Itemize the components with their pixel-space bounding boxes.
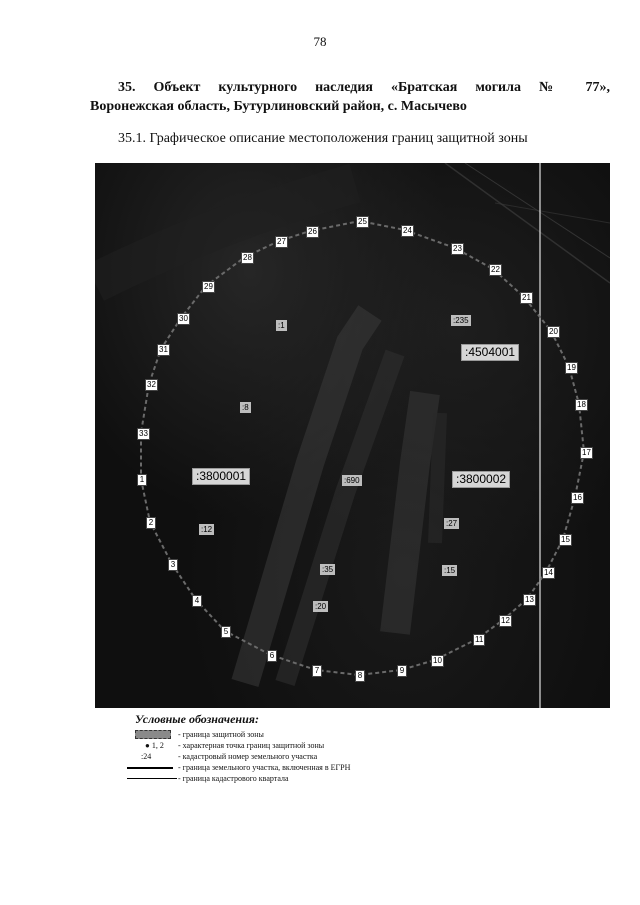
legend-item-text: - граница земельного участка, включенная в ЕГРН xyxy=(178,763,351,772)
zone-boundary-swatch xyxy=(135,730,171,739)
boundary-point-label: 22 xyxy=(491,265,500,274)
legend xyxy=(135,712,555,784)
boundary-point-label: 14 xyxy=(544,568,553,577)
legend-item-text: - кадастровый номер земельного участка xyxy=(178,752,318,761)
boundary-point-label: 29 xyxy=(204,282,213,291)
boundary-point-label: 32 xyxy=(147,380,156,389)
legend-item-land-plot-boundary xyxy=(135,762,555,773)
cadastral-number-label: :4504001 xyxy=(461,344,519,361)
subsection-heading: 35.1. Графическое описание местоположения границ защитной зоны xyxy=(118,131,528,146)
heading-line-1: 35. Объект культурного наследия «Братская могила № 77», xyxy=(118,80,610,95)
boundary-point-label: 31 xyxy=(159,345,168,354)
cadastral-number-label: :15 xyxy=(444,566,456,575)
legend-item-boundary-point xyxy=(135,740,555,751)
legend-item-cadastral-number xyxy=(135,751,555,762)
cadastral-number-label: :235 xyxy=(453,316,469,325)
boundary-point-label: 7 xyxy=(312,665,322,677)
cadastral-number-label: :20 xyxy=(315,602,327,611)
legend-item-text: - граница защитной зоны xyxy=(178,730,264,739)
boundary-point-label: 10 xyxy=(433,656,442,665)
boundary-point-label: 26 xyxy=(308,227,317,236)
page-number: 78 xyxy=(313,34,327,49)
boundary-point-label: 17 xyxy=(582,448,591,457)
boundary-point-label: 11 xyxy=(475,635,484,644)
boundary-point-label: 20 xyxy=(549,327,558,336)
boundary-point-label: 27 xyxy=(277,237,286,246)
cadastral-number-label: :12 xyxy=(201,525,213,534)
boundary-point-label: 28 xyxy=(243,253,252,262)
legend-item-cadastral-quarter-boundary xyxy=(135,773,555,784)
boundary-point-label: 2 xyxy=(146,517,156,529)
cadastral-number-label: :3800001 xyxy=(192,468,250,485)
legend-item-zone-boundary xyxy=(135,729,555,740)
boundary-point-label: 1 xyxy=(137,474,147,486)
boundary-point-label: 18 xyxy=(577,400,586,409)
legend-item-text: - характерная точка границ защитной зоны xyxy=(178,741,325,750)
boundary-point-label: 9 xyxy=(397,665,407,677)
legend-item-text: - граница кадастрового квартала xyxy=(178,774,289,783)
cadastral-number-label: :27 xyxy=(446,519,458,528)
boundary-point-label: 15 xyxy=(561,535,570,544)
boundary-point-label: 4 xyxy=(192,595,202,607)
boundary-point-label: 21 xyxy=(522,293,531,302)
cadastral-number-label: :1 xyxy=(278,321,285,330)
cadastral-number-label: :3800002 xyxy=(452,471,510,488)
cadastral-number-label: :690 xyxy=(344,476,360,485)
legend-title: Условные обозначения: xyxy=(135,712,259,726)
heading-line-2: Воронежская область, Бутурлиновский район, с. Масычево xyxy=(90,99,467,114)
boundary-point-label: 5 xyxy=(221,626,231,638)
boundary-point-label: 30 xyxy=(179,314,188,323)
boundary-point-label: 6 xyxy=(267,650,277,662)
boundary-point-label: 25 xyxy=(358,217,367,226)
boundary-point-label: 33 xyxy=(139,429,148,438)
boundary-point-label: 19 xyxy=(567,363,576,372)
cadastral-number-label: :35 xyxy=(322,565,334,574)
boundary-point-label: 16 xyxy=(573,493,582,502)
boundary-point-label: 3 xyxy=(168,559,178,571)
boundary-point-label: 12 xyxy=(501,616,510,625)
boundary-point-label: 13 xyxy=(525,595,534,604)
map-background xyxy=(95,163,610,708)
boundary-point-label: 23 xyxy=(453,244,462,253)
section-heading xyxy=(90,78,610,116)
boundary-point-label: 8 xyxy=(355,670,365,682)
land-plot-boundary-line xyxy=(127,767,173,769)
boundary-point-label: 24 xyxy=(403,226,412,235)
protection-zone-map xyxy=(95,163,610,708)
cadastral-number-symbol: :24 xyxy=(141,752,152,761)
boundary-point-symbol: ● 1, 2 xyxy=(145,741,164,750)
cadastral-number-label: :8 xyxy=(242,403,249,412)
cadastral-quarter-boundary-line xyxy=(127,778,177,779)
